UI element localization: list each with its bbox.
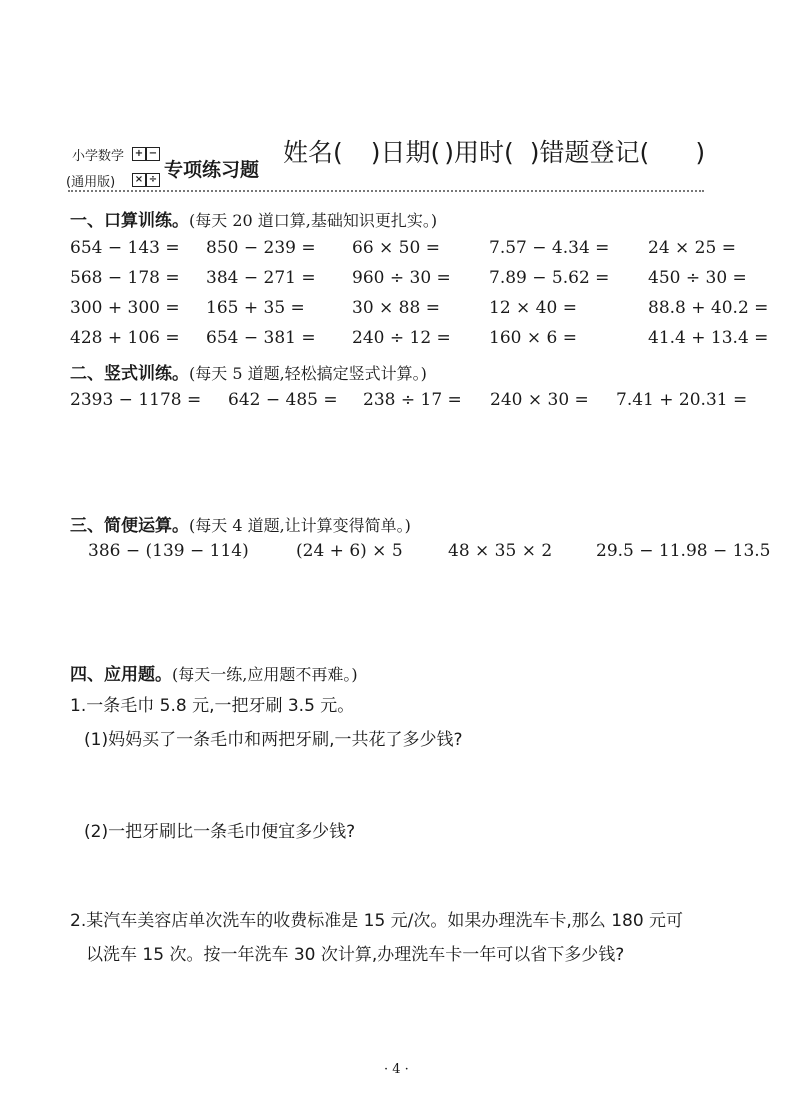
plus-icon: +	[132, 147, 146, 161]
section1-title: 一、口算训练。	[70, 211, 189, 231]
name-label: 姓名(	[283, 138, 343, 167]
simplify-problem: 48 × 35 × 2	[448, 541, 553, 561]
oral-problem: 24 × 25 =	[648, 238, 736, 258]
word-problem-1-part1: (1)妈妈买了一条毛巾和两把牙刷,一共花了多少钱?	[84, 730, 463, 750]
section2-note: (每天 5 道题,轻松搞定竖式计算。)	[189, 364, 427, 383]
oral-problem: 654 − 381 =	[206, 328, 316, 348]
divide-icon: ÷	[146, 173, 160, 187]
oral-problem: 30 × 88 =	[352, 298, 440, 318]
oral-problem: 12 × 40 =	[489, 298, 577, 318]
section2-title: 二、竖式训练。	[70, 364, 189, 384]
oral-problem: 7.89 − 5.62 =	[489, 268, 610, 288]
oral-problem: 450 ÷ 30 =	[648, 268, 747, 288]
word-problem-1-part2: (2)一把牙刷比一条毛巾便宜多少钱?	[84, 822, 356, 842]
simplify-problem: 29.5 − 11.98 − 13.5	[596, 541, 771, 561]
brand-line1: 小学数学	[72, 149, 125, 164]
oral-problem: 384 − 271 =	[206, 268, 316, 288]
oral-problem: 7.57 − 4.34 =	[489, 238, 610, 258]
section4-note: (每天一练,应用题不再难。)	[172, 665, 358, 684]
vertical-problem: 238 ÷ 17 =	[363, 390, 462, 410]
oral-problem: 240 ÷ 12 =	[352, 328, 451, 348]
simplify-problem: (24 + 6) × 5	[296, 541, 403, 561]
section4-title: 四、应用题。	[70, 665, 172, 685]
oral-problem: 850 − 239 =	[206, 238, 316, 258]
oral-problem: 568 − 178 =	[70, 268, 180, 288]
vertical-problem: 7.41 + 20.31 =	[616, 390, 748, 410]
minus-icon: −	[146, 147, 160, 161]
oral-problem: 160 × 6 =	[489, 328, 577, 348]
word-problem-2-line1: 2.某汽车美容店单次洗车的收费标准是 15 元/次。如果办理洗车卡,那么 180 元可	[70, 911, 684, 931]
vertical-problem: 2393 − 1178 =	[70, 390, 202, 410]
time-label: )用时(	[444, 138, 514, 167]
oral-problem: 960 ÷ 30 =	[352, 268, 451, 288]
word-problem-2-line2: 以洗车 15 次。按一年洗车 30 次计算,办理洗车卡一年可以省下多少钱?	[86, 945, 625, 965]
section3-heading	[70, 511, 411, 536]
oral-problem: 654 − 143 =	[70, 238, 180, 258]
vertical-problem: 642 − 485 =	[228, 390, 338, 410]
word-problem-1: 1.一条毛巾 5.8 元,一把牙刷 3.5 元。	[70, 696, 355, 716]
section1-note: (每天 20 道口算,基础知识更扎实。)	[189, 211, 438, 230]
oral-problem: 165 + 35 =	[206, 298, 305, 318]
vertical-problem: 240 × 30 =	[490, 390, 589, 410]
oral-problem: 66 × 50 =	[352, 238, 440, 258]
oral-problem: 41.4 + 13.4 =	[648, 328, 769, 348]
page-number: · 4 ·	[384, 1062, 409, 1077]
student-info-line	[283, 133, 705, 169]
date-label: )日期(	[370, 138, 441, 167]
section2-heading	[70, 359, 427, 384]
section1-heading	[70, 206, 437, 231]
oral-problem: 428 + 106 =	[70, 328, 180, 348]
oral-problem: 88.8 + 40.2 =	[648, 298, 769, 318]
operators-icon	[132, 147, 160, 191]
section3-note: (每天 4 道题,让计算变得简单。)	[189, 516, 411, 535]
header-divider	[68, 190, 704, 192]
close-paren: )	[695, 138, 706, 167]
simplify-problem: 386 − (139 − 114)	[88, 541, 249, 561]
section4-heading	[70, 660, 358, 685]
error-label: )错题登记(	[529, 138, 650, 167]
worksheet-title: 专项练习题	[164, 159, 260, 181]
oral-problem: 300 + 300 =	[70, 298, 180, 318]
brand-line2: (通用版)	[66, 175, 116, 190]
times-icon: ×	[132, 173, 146, 187]
section3-title: 三、简便运算。	[70, 516, 189, 536]
